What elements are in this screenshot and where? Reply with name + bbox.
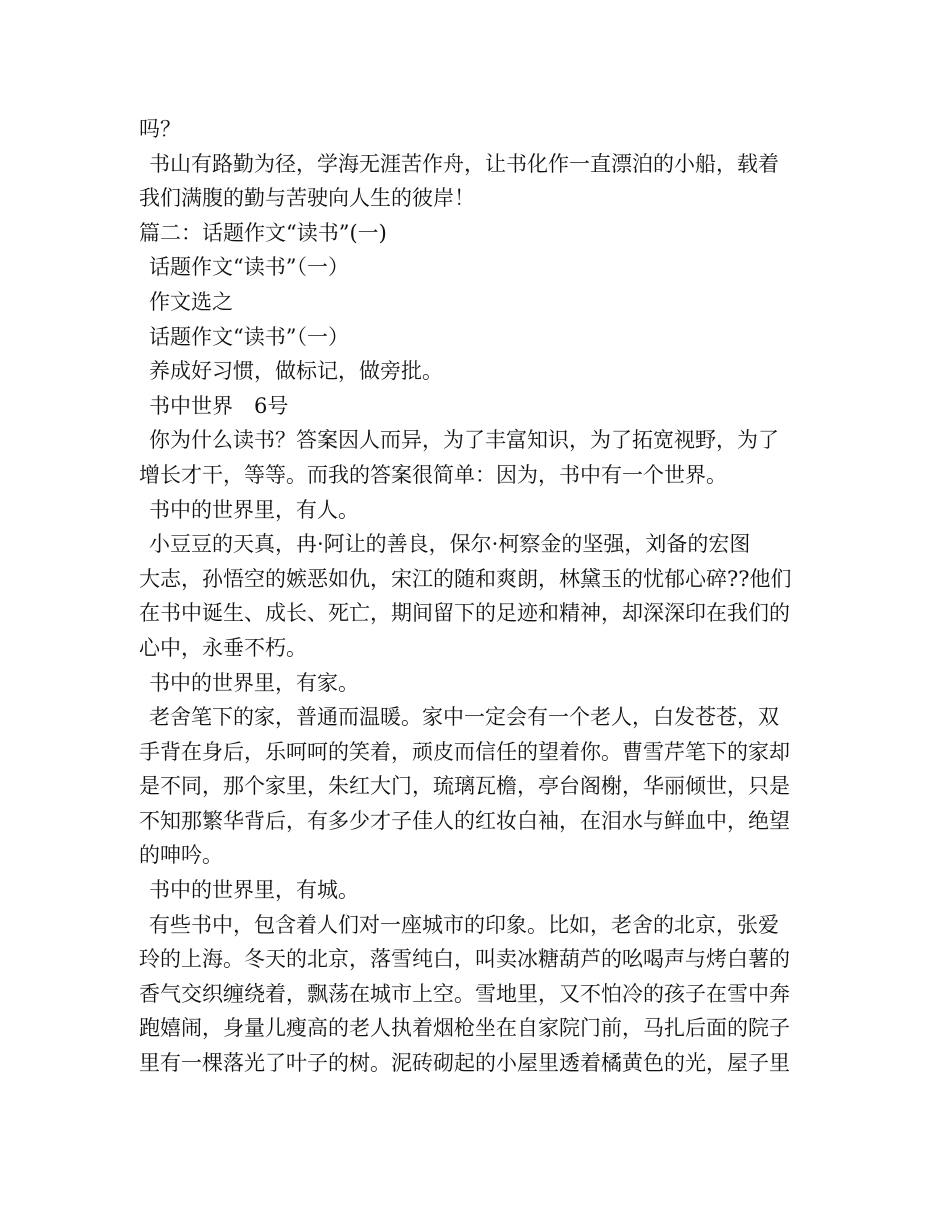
text-line: 不知那繁华背后，有多少才子佳人的红妆白袖，在泪水与鲜血中，绝望 — [139, 808, 790, 833]
text-line: 我们满腹的勤与苦驶向人生的彼岸！ — [139, 186, 475, 211]
text-line: 有些书中，包含着人们对一座城市的印象。比如，老舍的北京，张爱 — [149, 912, 779, 937]
text-line: 养成好习惯，做标记，做旁批。 — [149, 359, 443, 384]
text-line: 话题作文“读书”（一） — [149, 255, 349, 280]
text-line: 书中世界 6号 — [149, 393, 289, 418]
text-line: 老舍笔下的家，普通而温暖。家中一定会有一个老人，白发苍苍，双 — [149, 705, 779, 730]
body-text — [139, 112, 819, 1081]
text-line: 增长才干，等等。而我的答案很简单：因为，书中有一个世界。 — [139, 462, 727, 487]
text-line: 作文选之 — [149, 289, 233, 314]
text-line: 是不同，那个家里，朱红大门，琉璃瓦檐，亭台阁榭，华丽倾世，只是 — [139, 774, 790, 799]
text-line: 玲的上海。冬天的北京，落雪纯白，叫卖冰糖葫芦的吆喝声与烤白薯的 — [139, 947, 790, 972]
text-line: 里有一棵落光了叶子的树。泥砖砌起的小屋里透着橘黄色的光，屋子里 — [139, 1051, 790, 1076]
text-line: 跑嬉闹，身量儿瘦高的老人执着烟枪坐在自家院门前，马扎后面的院子 — [139, 1016, 790, 1041]
text-line: 的呻吟。 — [139, 843, 223, 868]
text-line: 大志，孙悟空的嫉恶如仇，宋江的随和爽朗，林黛玉的忧郁心碎??他们 — [139, 566, 792, 591]
text-line: 手背在身后，乐呵呵的笑着，顽皮而信任的望着你。曹雪芹笔下的家却 — [139, 739, 790, 764]
text-line: 在书中诞生、成长、死亡，期间留下的足迹和精神，却深深印在我们的 — [139, 601, 790, 626]
text-line: 篇二：话题作文“读书”(一) — [139, 220, 387, 245]
text-line: 书山有路勤为径，学海无涯苦作舟，让书化作一直漂泊的小船，载着 — [149, 151, 779, 176]
text-line: 小豆豆的天真，冉·阿让的善良，保尔·柯察金的坚强，刘备的宏图 — [149, 532, 751, 557]
text-line: 香气交织缠绕着，飘荡在城市上空。雪地里，又不怕冷的孩子在雪中奔 — [139, 981, 790, 1006]
text-line: 话题作文“读书”（一） — [149, 324, 349, 349]
text-line: 书中的世界里，有家。 — [149, 670, 359, 695]
text-line: 心中，永垂不朽。 — [139, 635, 307, 660]
text-line: 书中的世界里，有人。 — [149, 497, 359, 522]
text-line: 你为什么读书？答案因人而异，为了丰富知识，为了拓宽视野，为了 — [149, 428, 779, 453]
text-line: 书中的世界里，有城。 — [149, 878, 359, 903]
text-line: 吗？ — [139, 117, 181, 141]
